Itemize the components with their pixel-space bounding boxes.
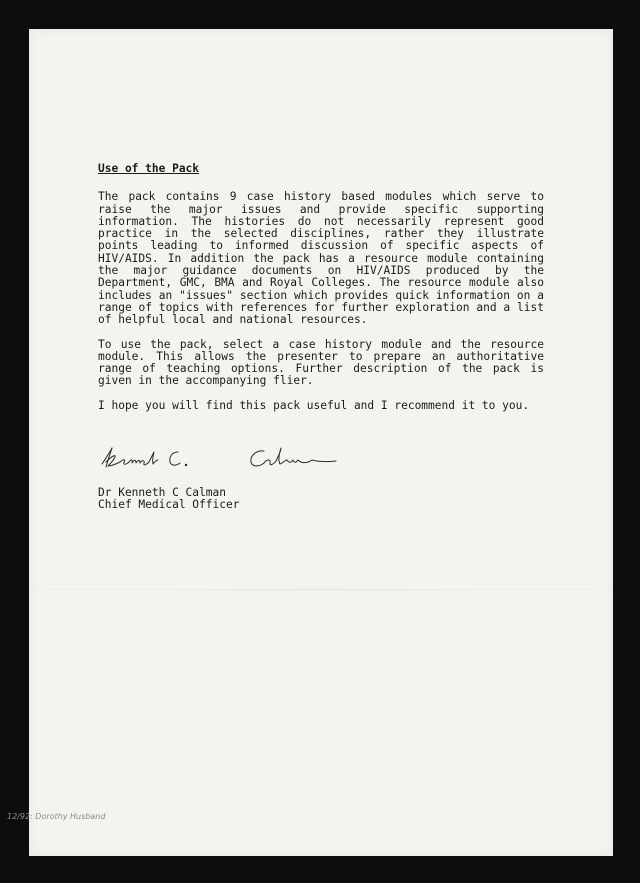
fold-line [29,589,613,590]
paragraph-overview: The pack contains 9 case history based modules which serve to raise the major issues and provide specific supporting information. The histories do not necessarily represent good practice in the selected disciplines, rather they illustrate points leading to informed discussion of specific aspects of HIV/AIDS. In addition the pack has a resource module containing the major guidance documents on HIV/AIDS produced by the Department, GMC, BMA and Royal Colleges. The resource module also includes an "issues" section which provides quick information on a range of topics with references for further exploration and a list of helpful local and national resources. [98,190,544,327]
signatory-title: Chief Medical Officer [98,498,240,512]
archive-pencil-note: 12/92: Dorothy Husband [7,812,106,821]
handwritten-signature [98,442,544,476]
paragraph-recommendation: I hope you will find this pack useful and I recommend it to you. [98,398,530,412]
letter-page [29,29,613,856]
section-heading: Use of the Pack [98,162,200,175]
letter-body [98,163,544,512]
signoff-block [98,487,544,512]
signatory-name: Dr Kenneth C Calman [98,486,226,500]
paragraph-usage: To use the pack, select a case history module and the resource module. This allows the presenter to prepare an authoritative range of teaching options. Further description of the pack is given in the accompanying flier. [98,337,544,388]
